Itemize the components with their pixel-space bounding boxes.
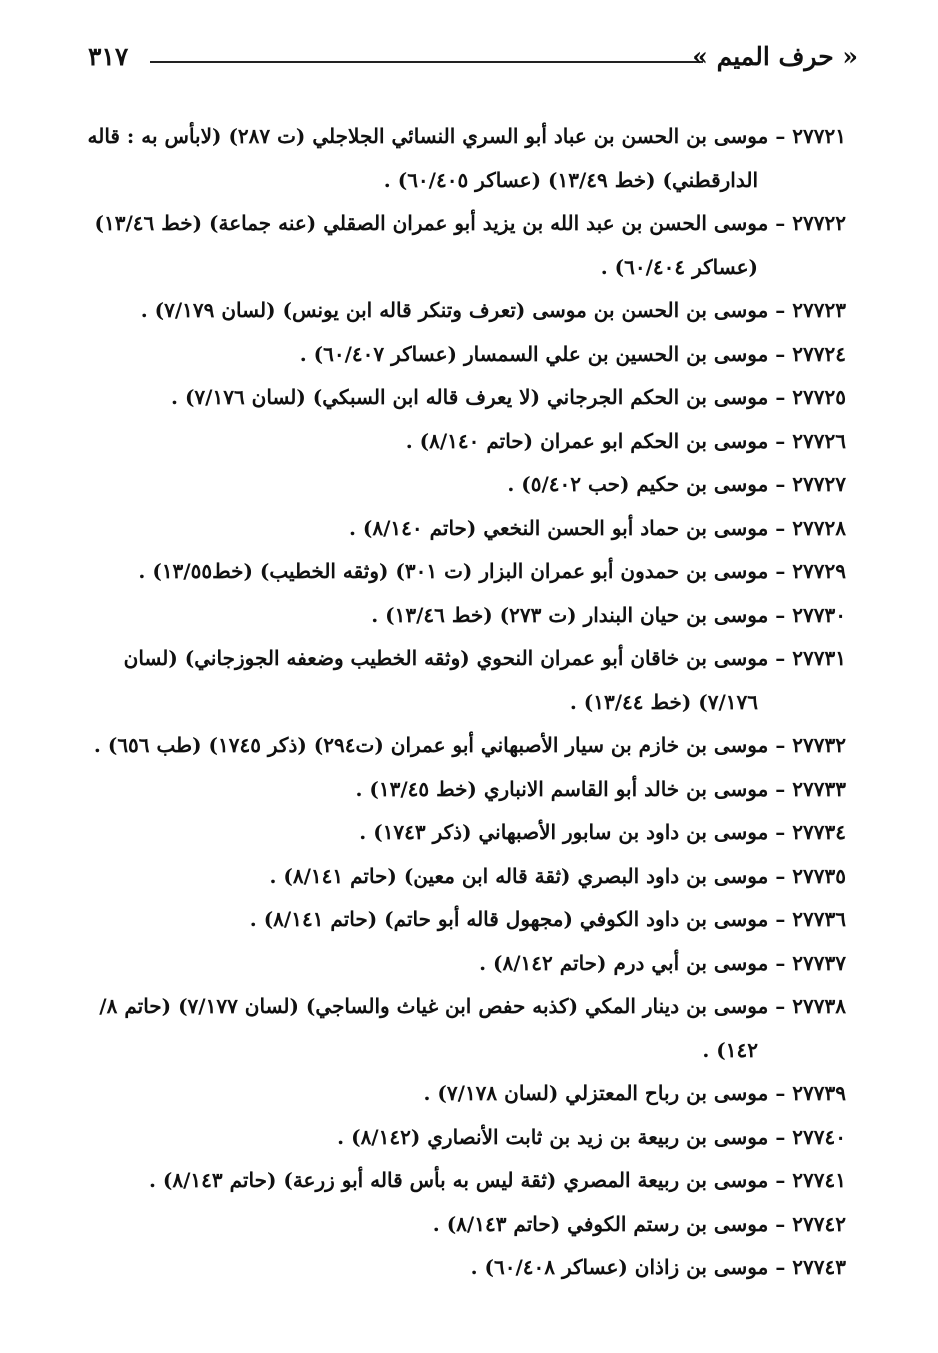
entry-27737: ٢٧٧٣٧ – موسى بن أبي درم (حاتم ٨/١٤٢) . xyxy=(479,950,846,975)
entry-27730: ٢٧٧٣٠ – موسى بن حيان البندار (ت ٢٧٣) (خط ١٣/٤٦) . xyxy=(371,602,846,627)
entry-27742: ٢٧٧٤٢ – موسى بن رستم الكوفي (حاتم ٨/١٤٣) . xyxy=(432,1211,846,1236)
page-header xyxy=(78,38,858,82)
header-rule xyxy=(150,61,703,63)
entry-27743: ٢٧٧٤٣ – موسى بن زاذان (عساكر ٦٠/٤٠٨) . xyxy=(470,1255,846,1279)
entry-27736: ٢٧٧٣٦ – موسى بن داود الكوفي (مجهول قاله أبو حاتم) (حاتم ٨/١٤١) . xyxy=(249,907,846,931)
entry-list xyxy=(76,115,846,1290)
entry-27731: ٢٧٧٣١ – موسى بن خاقان أبو عمران النحوي (وثقه الخطيب وضعفه الجوزجاني) (لسان ٧/١٧٦) (خط ١٣/٤٤) . xyxy=(123,646,846,714)
entry-27739: ٢٧٧٣٩ – موسى بن رباح المعتزلي (لسان ٧/١٧٨) . xyxy=(423,1081,846,1105)
entry-27741: ٢٧٧٤١ – موسى بن ربيعة المصري (ثقة ليس به بأس قاله أبو زرعة) (حاتم ٨/١٤٣) . xyxy=(148,1168,846,1192)
entry-27721: ٢٧٧٢١ – موسى بن الحسن بن عباد أبو السري النسائي الجلاجلي (ت ٢٨٧) (لابأس به : قاله الدارقطني) (خط ١٣/٤٩) (عساكر ٦٠/٤٠٥) . xyxy=(87,124,846,192)
entry-27728: ٢٧٧٢٨ – موسى بن حماد أبو الحسن النخعي (حاتم ٨/١٤٠) . xyxy=(348,515,846,540)
entry-27738: ٢٧٧٣٨ – موسى بن دينار المكي (كذبه حفص ابن غياث والساجي) (لسان ٧/١٧٧) (حاتم ٨/ ١٤٢) . xyxy=(99,994,846,1062)
entry-27729: ٢٧٧٢٩ – موسى بن حمدون أبو عمران البزار (ت ٣٠١) (وثقه الخطيب) (خط١٣/٥٥) . xyxy=(138,559,846,583)
entry-27723: ٢٧٧٢٣ – موسى بن الحسن بن موسى (تعرف وتنكر قاله ابن يونس) (لسان ٧/١٧٩) . xyxy=(140,298,846,322)
entry-27734: ٢٧٧٣٤ – موسى بن داود بن سابور الأصبهاني (ذكر ١٧٤٣) . xyxy=(359,820,846,844)
entry-27732: ٢٧٧٣٢ – موسى بن خازم بن سيار الأصبهاني أبو عمران (ت٢٩٤) (ذكر ١٧٤٥) (طب ٦٥٦) . xyxy=(93,733,846,757)
entry-27724: ٢٧٧٢٤ – موسى بن الحسين بن علي السمسار (عساكر ٦٠/٤٠٧) . xyxy=(299,341,846,366)
running-title: « حرف الميم » xyxy=(692,42,858,71)
entry-27725: ٢٧٧٢٥ – موسى بن الحكم الجرجاني (لا يعرف قاله ابن السبكي) (لسان ٧/١٧٦) . xyxy=(171,385,846,409)
entry-27740: ٢٧٧٤٠ – موسى بن ربيعة بن زيد بن ثابت الأنصاري (٨/١٤٢) . xyxy=(337,1124,846,1149)
page-number: ٣١٧ xyxy=(88,42,129,71)
entry-27733: ٢٧٧٣٣ – موسى بن خالد أبو القاسم الانباري (خط ١٣/٤٥) . xyxy=(355,776,846,801)
entry-27735: ٢٧٧٣٥ – موسى بن داود البصري (ثقة قاله ابن معين) (حاتم ٨/١٤١) . xyxy=(269,863,846,888)
entry-27727: ٢٧٧٢٧ – موسى بن حكيم (حب ٥/٤٠٢) . xyxy=(507,472,846,496)
entry-27722: ٢٧٧٢٢ – موسى الحسن بن عبد الله بن يزيد أبو عمران الصقلي (عنه جماعة) (خط ١٣/٤٦) (عساكر ٦٠/٤٠٤) . xyxy=(94,211,846,279)
entry-27726: ٢٧٧٢٦ – موسى بن الحكم ابو عمران (حاتم ٨/١٤٠) . xyxy=(405,428,846,453)
